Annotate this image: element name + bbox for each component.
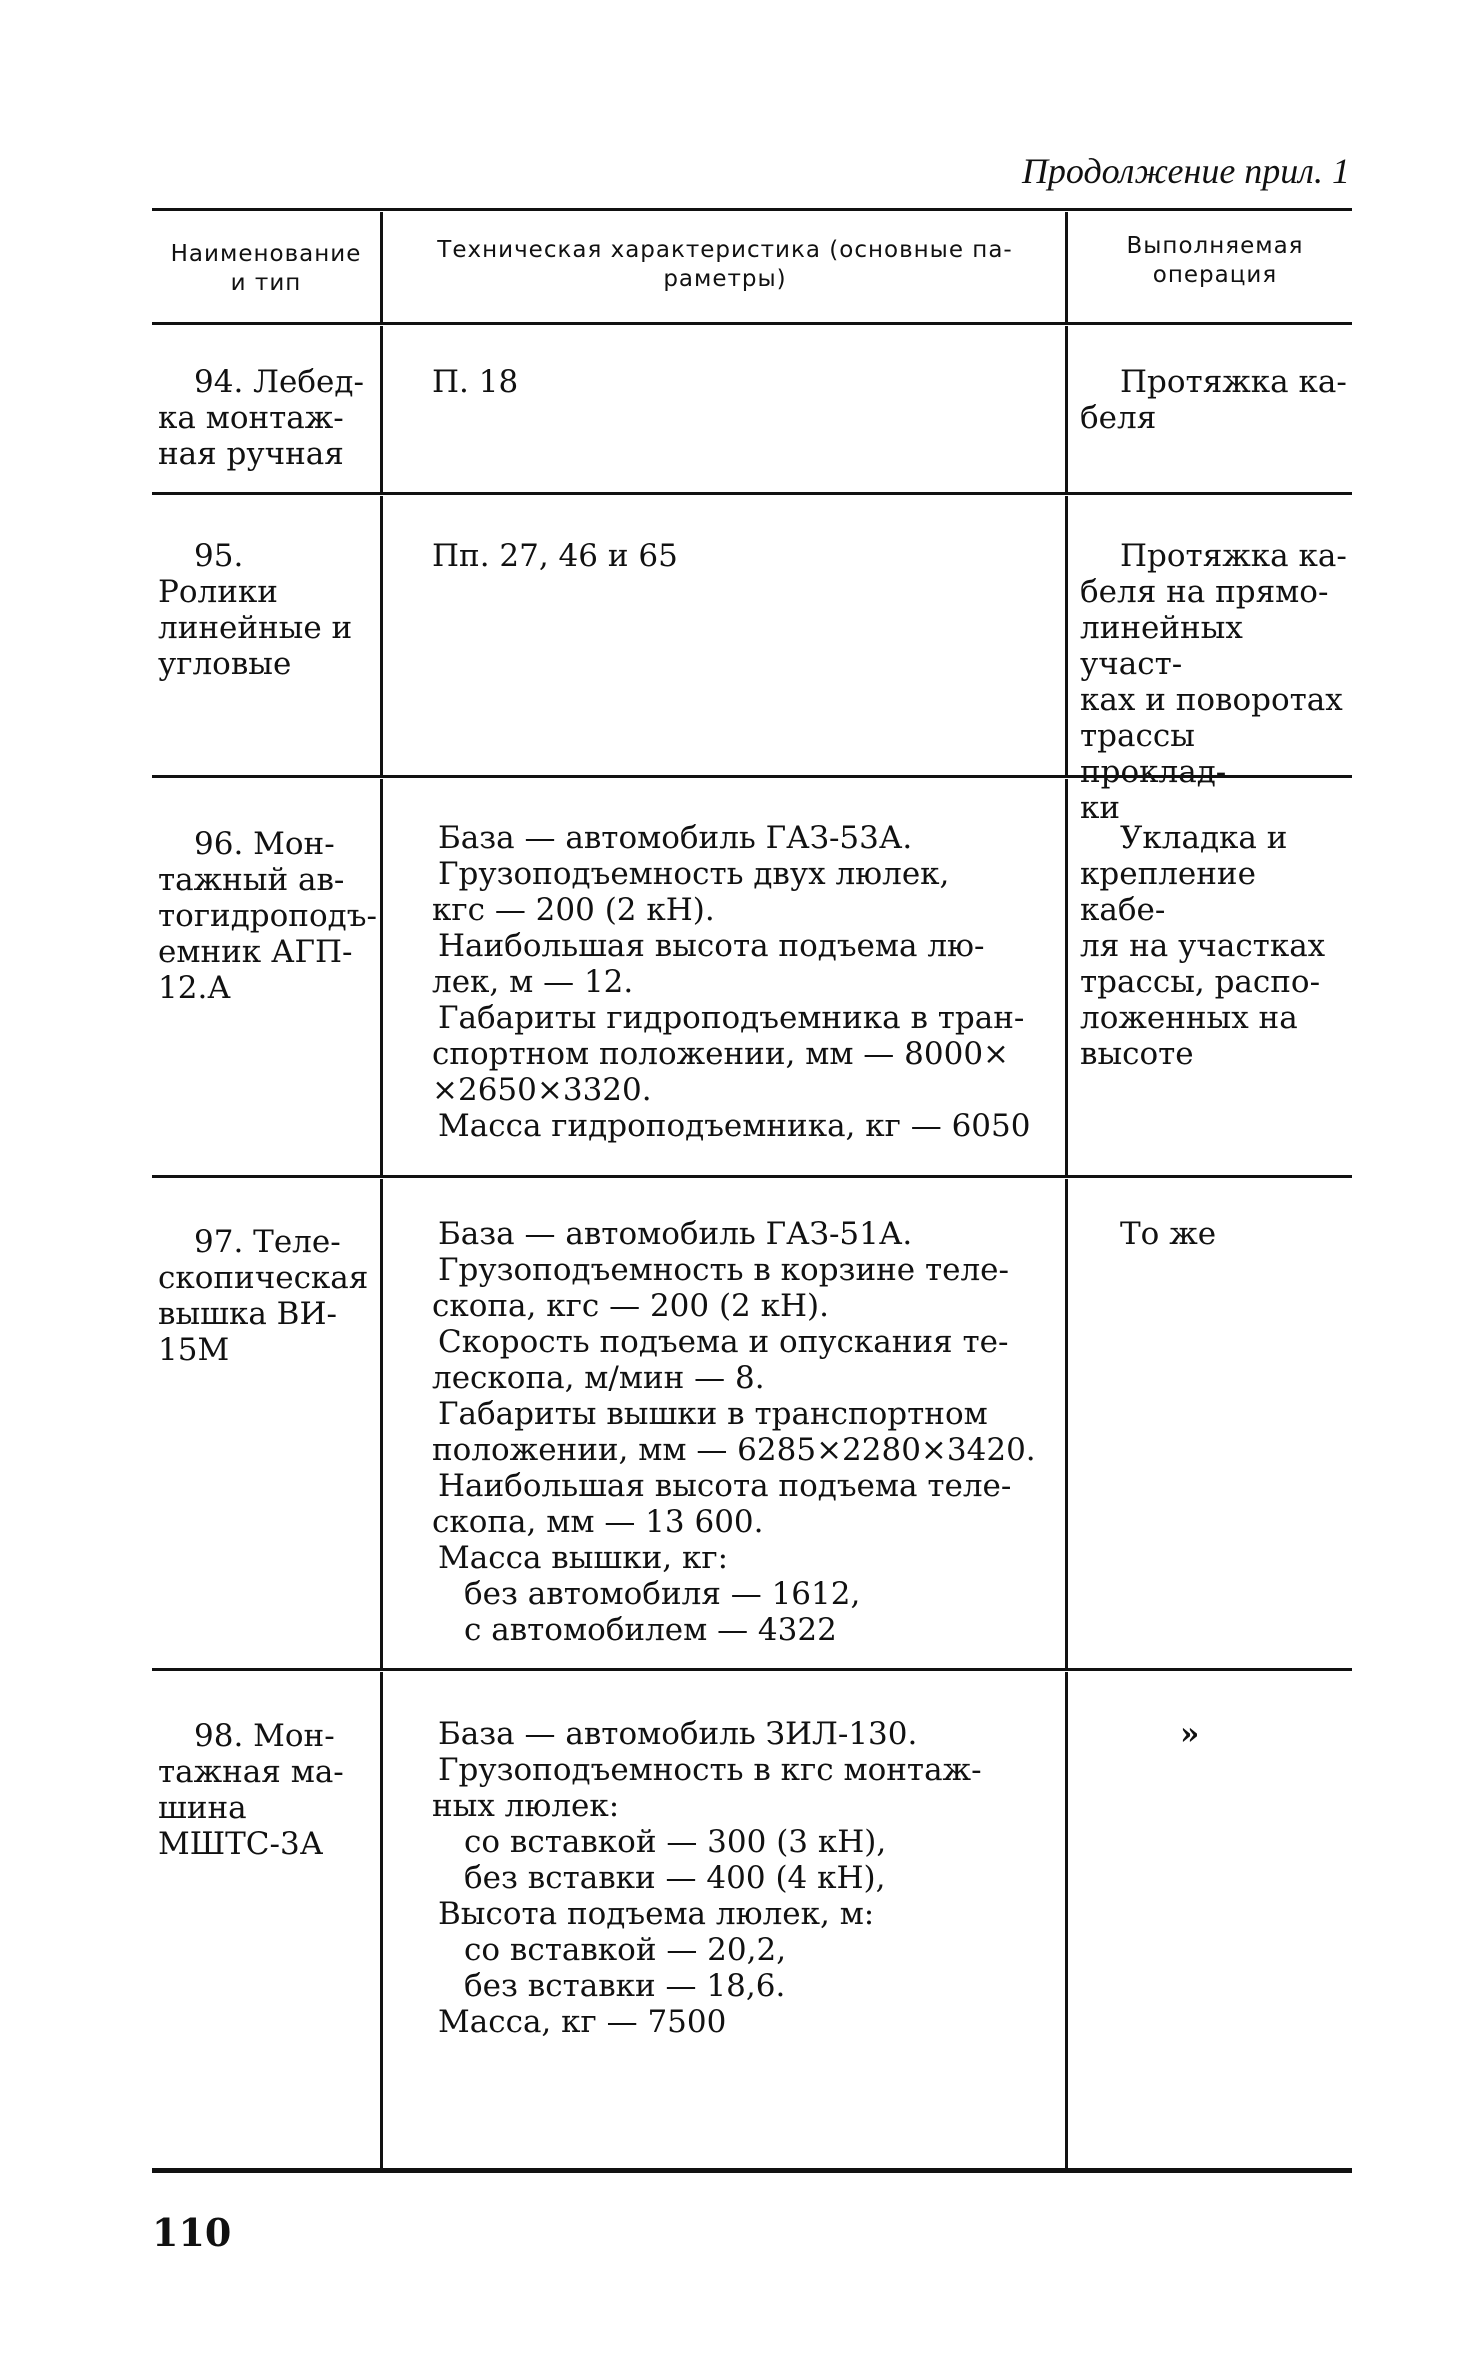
table-bottom-rule <box>152 2168 1352 2173</box>
row-94-operation: Протяжка ка- беля <box>1080 364 1347 436</box>
row-95-spec: Пп. 27, 46 и 65 <box>432 538 678 574</box>
column-divider <box>380 779 383 1175</box>
row-95-operation: Протяжка ка- беля на прямо- линейных участ- ках и поворотах трассы проклад- ки <box>1080 538 1347 826</box>
header-spec: Техническая характеристика (основные па- раметры) <box>437 237 1013 292</box>
row-94-spec: П. 18 <box>432 364 519 400</box>
row-96-spec: База — автомобиль ГАЗ-53А. Грузоподъемность двух люлек, кгс — 200 (2 кН). Наибольшая высота подъема лю- лек, м — 12. Габариты гидроподъемника в тран- спортном положении, мм — 8000× ×2650×3320. Масса гидроподъемника, кг — 6050 <box>432 820 1031 1144</box>
row-96-operation: Укладка и крепление кабе- ля на участках трассы, распо- ложенных на высоте <box>1080 820 1326 1072</box>
row-97-operation: То же <box>1120 1216 1217 1252</box>
row-97-name: 97. Теле- скопическая вышка ВИ- 15М <box>158 1224 369 1368</box>
row-rule <box>152 1668 1352 1671</box>
column-divider <box>380 326 383 492</box>
row-98-name: 98. Мон- тажная ма- шина МШТС-3А <box>158 1718 344 1862</box>
column-divider <box>1065 1672 1068 2168</box>
row-97-spec: База — автомобиль ГАЗ-51А. Грузоподъемность в корзине теле- скопа, кгс — 200 (2 кН). Скорость подъема и опускания те- лескопа, м/мин — 8. Габариты вышки в транспортном положении, мм — 6285×2280×3420. Наибольшая высота подъема теле- скопа, мм — 13 600. Масса вышки, кг: без автомобиля — 1612, с автомобилем — 4322 <box>432 1216 1036 1648</box>
row-rule <box>152 492 1352 495</box>
row-98-operation: » <box>1180 1716 1200 1752</box>
column-divider <box>380 496 383 775</box>
column-divider <box>1065 326 1068 492</box>
header-op: Выполняемая операция <box>1126 233 1304 288</box>
header-name: Наименование и тип <box>170 241 362 296</box>
header-rule <box>152 322 1352 325</box>
row-95-name: 95. Ролики линейные и угловые <box>158 538 353 682</box>
column-divider <box>1065 779 1068 1175</box>
row-94-name: 94. Лебед- ка монтаж- ная ручная <box>158 364 364 472</box>
row-98-spec: База — автомобиль ЗИЛ-130. Грузоподъемность в кгс монтаж- ных люлек: со вставкой — 300 (3 кН), без вставки — 400 (4 кН), Высота подъема люлек, м: со вставкой — 20,2, без вставки — 18,6. Масса, кг — 7500 <box>432 1716 982 2040</box>
column-divider <box>1065 496 1068 775</box>
continuation-label: Продолжение прил. 1 <box>1021 151 1350 191</box>
table-top-rule <box>152 208 1352 211</box>
row-rule <box>152 1175 1352 1178</box>
column-divider <box>380 1672 383 2168</box>
row-96-name: 96. Мон- тажный ав- тогидроподъ- емник АГП- 12.А <box>158 826 377 1006</box>
column-divider <box>380 1179 383 1668</box>
column-divider <box>1065 212 1068 322</box>
column-divider <box>380 212 383 322</box>
page-number: 110 <box>152 2210 232 2255</box>
column-divider <box>1065 1179 1068 1668</box>
